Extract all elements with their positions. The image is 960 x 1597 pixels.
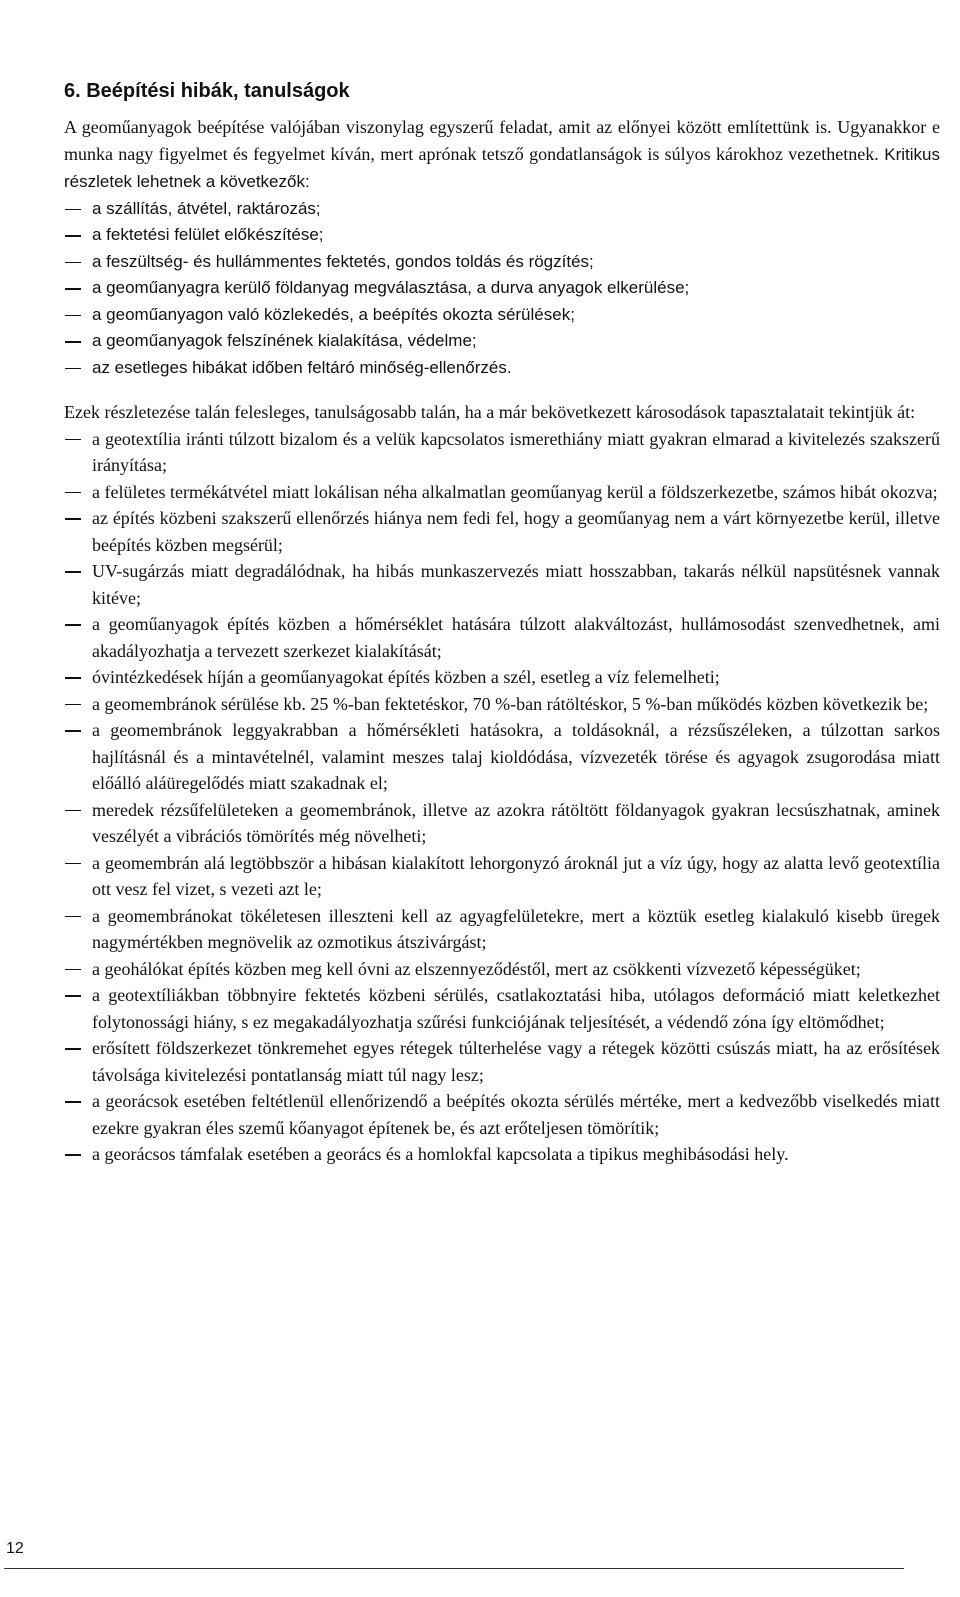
list-item: a felületes termékátvétel miatt lokálisan néha alkalmatlan geoműanyag kerül a földszerkezetbe, számos hibát okozva;: [64, 479, 940, 506]
list-item: a geomembránok leggyakrabban a hőmérsékleti hatásokra, a toldásoknál, a rézsűszéleken, a túlzottan sarkos hajlításnál és a mintavételnél, valamint meszes talaj kioldódása, vízvezeték törése és agyagok zsugorodása miatt előálló aláüregelődés miatt szakadnak el;: [64, 717, 940, 797]
list-item: az esetleges hibákat időben feltáró minőség-ellenőrzés.: [64, 355, 940, 382]
list-item: a geohálókat építés közben meg kell óvni az elszennyeződéstől, mert az csökkenti vízvezető képességüket;: [64, 956, 940, 983]
critical-details-list: [64, 196, 940, 382]
list-item: erősített földszerkezet tönkremehet egyes rétegek túlterhelése vagy a rétegek közötti csúszás miatt, ha az erősítések távolsága kivitelezési pontatlanság miatt túl nagy lesz;: [64, 1035, 940, 1088]
list-item: a geotextíliákban többnyire fektetés közbeni sérülés, csatlakoztatási hiba, utólagos deformáció miatt keletkezhet folytonossági hiány, s ez megakadályozhatja szűrési funkciójának teljesítését, a védendő zóna így eltömődhet;: [64, 982, 940, 1035]
list-item: a georácsok esetében feltétlenül ellenőrizendő a beépítés okozta sérülés mértéke, mert a kedvezőbb viselkedés miatt ezekre gyakran éles szemű kőanyagot építenek be, és azt erőteljesen tömörítik;: [64, 1088, 940, 1141]
list-item: UV-sugárzás miatt degradálódnak, ha hibás munkaszervezés miatt hosszabban, takarás nélkül napsütésnek vannak kitéve;: [64, 558, 940, 611]
list-item: a geoműanyagok felszínének kialakítása, védelme;: [64, 328, 940, 355]
document-page: [64, 78, 940, 1168]
list-item: a geomembrán alá legtöbbször a hibásan kialakított lehorgonyzó ároknál jut a víz úgy, hogy az alatta levő geotextília ott vesz fel vizet, s vezeti azt le;: [64, 850, 940, 903]
intro-text-tail: Kritikus részletek lehetnek a következők:: [64, 144, 940, 191]
intro-text: A geoműanyagok beépítése valójában viszonylag egyszerű feladat, amit az előnyei között említettünk is. Ugyanakkor e munka nagy figyelmet és fegyelmet kíván, mert aprónak tetsző gondatlanságok is súlyos károkhoz vezethetnek.: [64, 117, 940, 164]
list-item: a geoműanyagra kerülő földanyag megválasztása, a durva anyagok elkerülése;: [64, 275, 940, 302]
second-paragraph: Ezek részletezése talán felesleges, tanulságosabb talán, ha a már bekövetkezett károsodások tapasztalatait tekintjük át:: [64, 402, 916, 422]
intro-paragraph: [64, 114, 940, 196]
list-item: a szállítás, átvétel, raktározás;: [64, 196, 940, 223]
list-item: a feszültség- és hullámmentes fektetés, gondos toldás és rögzítés;: [64, 249, 940, 276]
footer-divider: [4, 1568, 904, 1569]
section-heading: 6. Beépítési hibák, tanulságok: [64, 80, 350, 102]
list-item: a geoműanyagok építés közben a hőmérséklet hatására túlzott alakváltozást, hullámosodást szenvedhetnek, ami akadályozhatja a tervezett szerkezet kialakítását;: [64, 611, 940, 664]
page-number: 12: [6, 1540, 24, 1557]
list-item: a geotextília iránti túlzott bizalom és a velük kapcsolatos ismerethiány miatt gyakran elmarad a kivitelezés szakszerű irányítása;: [64, 426, 940, 479]
damage-experience-list: [64, 426, 940, 1168]
list-item: a fektetési felület előkészítése;: [64, 222, 940, 249]
list-item: a geomembránok sérülése kb. 25 %-ban fektetéskor, 70 %-ban rátöltéskor, 5 %-ban működés közben következik be;: [64, 691, 940, 718]
paragraph-gap: [64, 381, 940, 399]
list-item: a geoműanyagon való közlekedés, a beépítés okozta sérülések;: [64, 302, 940, 329]
list-item: az építés közbeni szakszerű ellenőrzés hiánya nem fedi fel, hogy a geoműanyag nem a várt környezetbe kerül, illetve beépítés közben megsérül;: [64, 505, 940, 558]
list-item: a georácsos támfalak esetében a georács és a homlokfal kapcsolata a tipikus meghibásodási hely.: [64, 1141, 940, 1168]
list-item: óvintézkedések híján a geoműanyagokat építés közben a szél, esetleg a víz felemelheti;: [64, 664, 940, 691]
list-item: meredek rézsűfelületeken a geomembránok, illetve az azokra rátöltött földanyagok gyakran lecsúszhatnak, aminek veszélyét a vibrációs tömörítés még növelheti;: [64, 797, 940, 850]
list-item: a geomembránokat tökéletesen illeszteni kell az agyagfelületekre, mert a köztük esetleg kialakuló kisebb üregek nagymértékben megnövelik az ozmotikus átszivárgást;: [64, 903, 940, 956]
